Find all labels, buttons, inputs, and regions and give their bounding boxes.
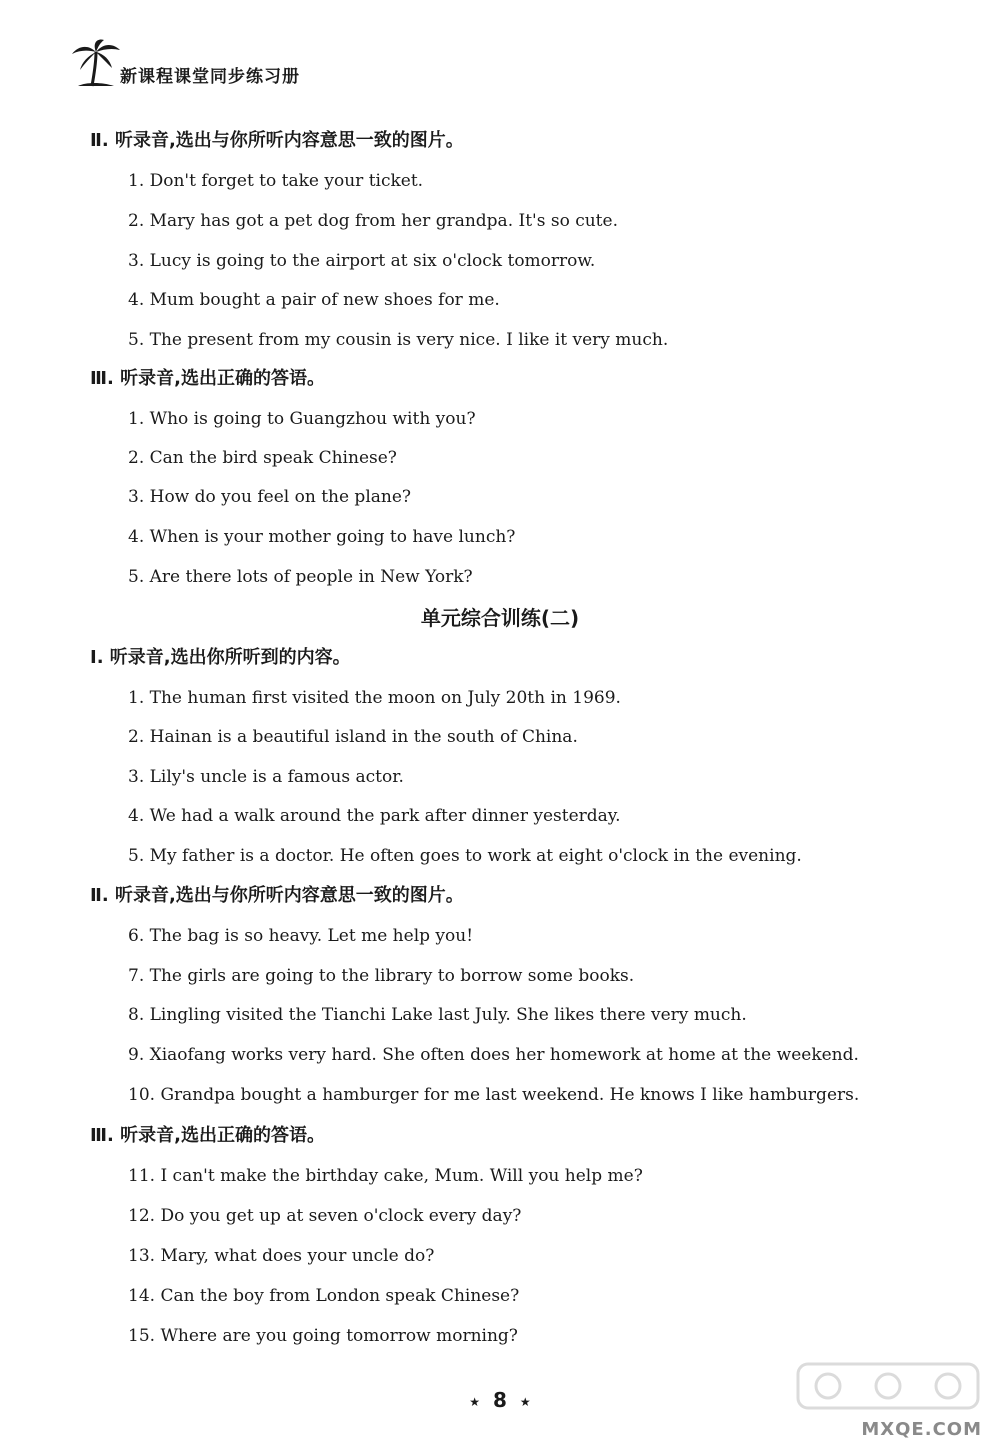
list-item: 1. Who is going to Guangzhou with you? bbox=[128, 409, 476, 429]
section-heading: Ⅲ. 听录音,选出正确的答语。 bbox=[90, 368, 325, 389]
section-heading: Ⅱ. 听录音,选出与你所听内容意思一致的图片。 bbox=[90, 885, 464, 906]
list-item: 9. Xiaofang works very hard. She often does her homework at home at the weekend. bbox=[128, 1045, 859, 1065]
list-item: 14. Can the boy from London speak Chinese? bbox=[128, 1286, 520, 1306]
star-icon: ★ bbox=[519, 1394, 531, 1409]
list-item: 4. Mum bought a pair of new shoes for me. bbox=[128, 290, 500, 310]
palm-tree-logo bbox=[70, 38, 122, 88]
list-item: 13. Mary, what does your uncle do? bbox=[128, 1246, 435, 1266]
list-item: 5. Are there lots of people in New York? bbox=[128, 567, 473, 587]
list-item: 15. Where are you going tomorrow morning? bbox=[128, 1326, 518, 1346]
section-heading: Ⅰ. 听录音,选出你所听到的内容。 bbox=[90, 647, 351, 668]
section-heading: Ⅲ. 听录音,选出正确的答语。 bbox=[90, 1125, 325, 1146]
page-header bbox=[70, 38, 470, 88]
list-item: 3. Lucy is going to the airport at six o'clock tomorrow. bbox=[128, 251, 596, 271]
list-item: 6. The bag is so heavy. Let me help you! bbox=[128, 926, 474, 946]
list-item: 4. When is your mother going to have lunch? bbox=[128, 527, 516, 547]
list-item: 4. We had a walk around the park after dinner yesterday. bbox=[128, 806, 621, 826]
list-item: 1. Don't forget to take your ticket. bbox=[128, 171, 424, 191]
unit-title: 单元综合训练(二) bbox=[420, 606, 580, 630]
star-icon: ★ bbox=[469, 1394, 481, 1409]
list-item: 11. I can't make the birthday cake, Mum. Will you help me? bbox=[128, 1166, 643, 1186]
list-item: 7. The girls are going to the library to borrow some books. bbox=[128, 966, 635, 986]
list-item: 5. My father is a doctor. He often goes to work at eight o'clock in the evening. bbox=[128, 846, 802, 866]
list-item: 2. Can the bird speak Chinese? bbox=[128, 448, 397, 468]
page-number: 8 bbox=[493, 1388, 507, 1412]
list-item: 8. Lingling visited the Tianchi Lake last July. She likes there very much. bbox=[128, 1005, 747, 1025]
list-item: 3. Lily's uncle is a famous actor. bbox=[128, 767, 404, 787]
section-heading: Ⅱ. 听录音,选出与你所听内容意思一致的图片。 bbox=[90, 130, 464, 151]
list-item: 2. Hainan is a beautiful island in the south of China. bbox=[128, 727, 578, 747]
list-item: 2. Mary has got a pet dog from her grandpa. It's so cute. bbox=[128, 211, 618, 231]
list-item: 12. Do you get up at seven o'clock every day? bbox=[128, 1206, 522, 1226]
header-title: 新课程课堂同步练习册 bbox=[120, 67, 300, 87]
list-item: 3. How do you feel on the plane? bbox=[128, 487, 412, 507]
list-item: 1. The human first visited the moon on July 20th in 1969. bbox=[128, 688, 621, 708]
watermark-text: MXQE.COM bbox=[861, 1419, 982, 1440]
list-item: 10. Grandpa bought a hamburger for me last weekend. He knows I like hamburgers. bbox=[128, 1085, 860, 1105]
list-item: 5. The present from my cousin is very nice. I like it very much. bbox=[128, 330, 669, 350]
